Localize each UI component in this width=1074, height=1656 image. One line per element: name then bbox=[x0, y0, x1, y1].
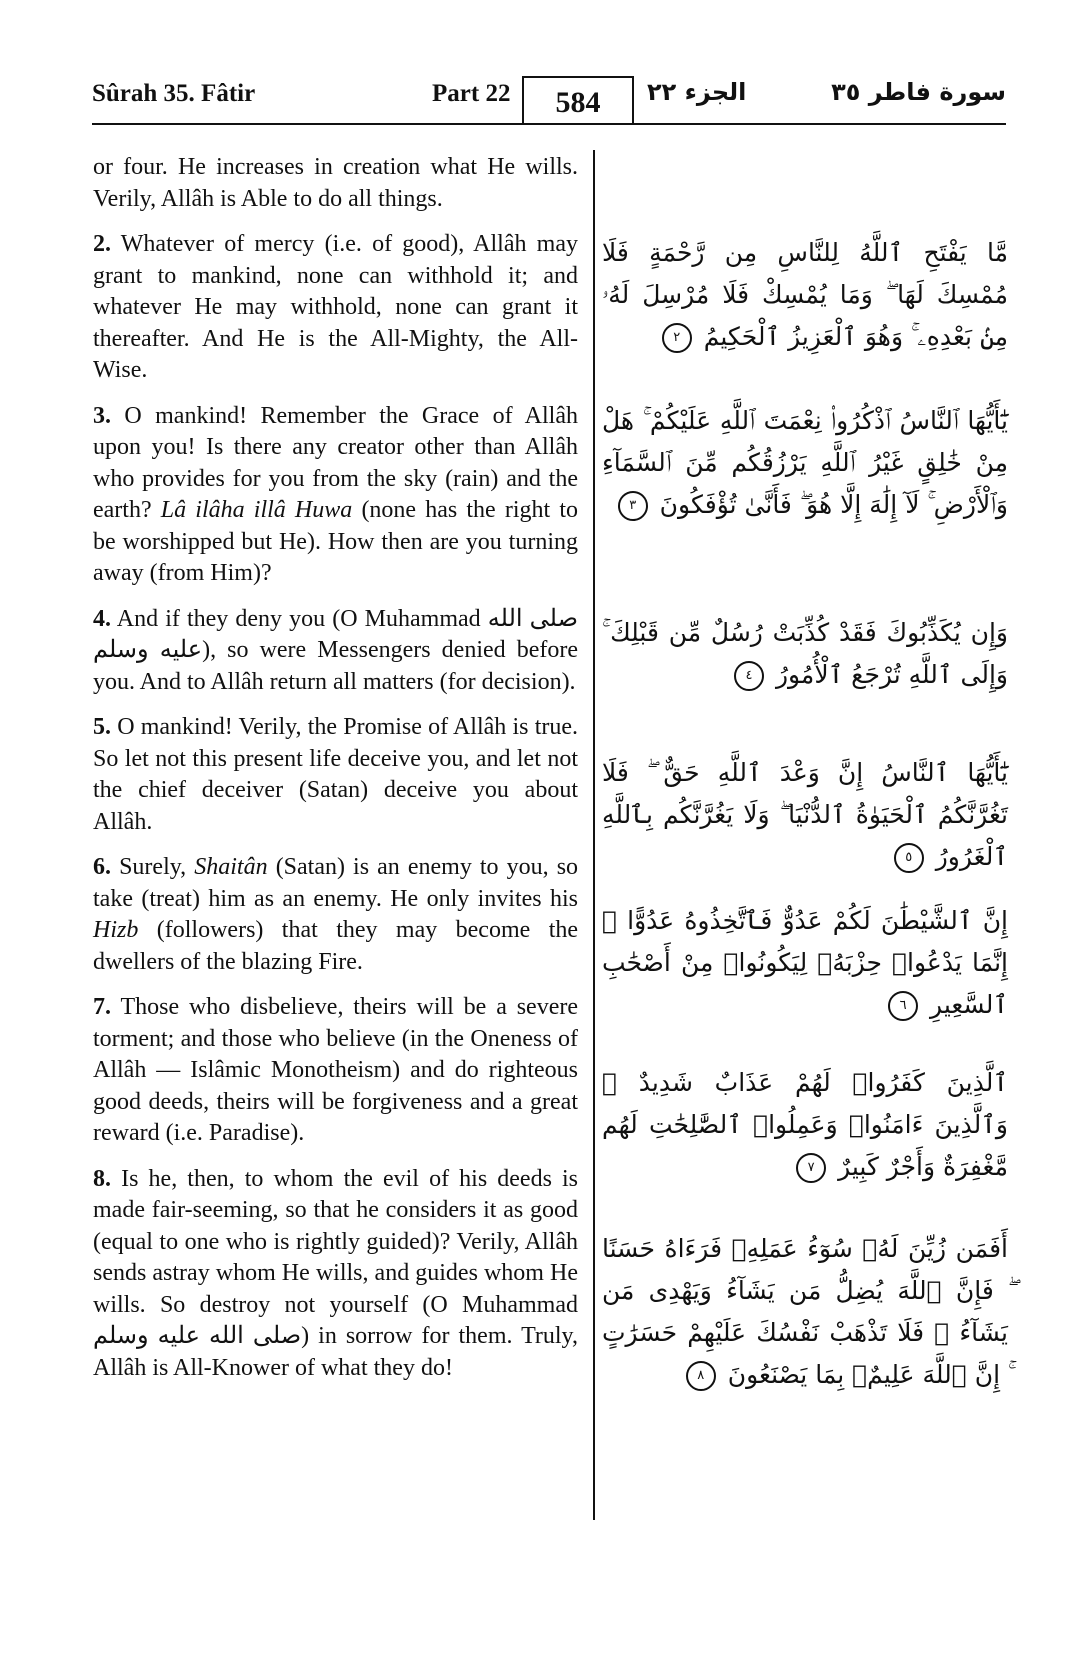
page-header bbox=[92, 76, 1006, 124]
surah-title: Sûrah 35. Fâtir bbox=[92, 80, 256, 107]
surah-title-arabic: سورة فاطر ٣٥ bbox=[831, 78, 1006, 106]
verse-marker-icon: ٣ bbox=[618, 491, 648, 521]
page-number: 584 bbox=[522, 76, 634, 124]
header-rule bbox=[92, 123, 1006, 125]
arabic-verse-3: يَٰٓأَيُّهَا ٱلنَّاسُ ٱذْكُرُوا۟ نِعْمَتَ ٱللَّهِ عَلَيْكُمْ ۚ هَلْ مِنْ خَٰلِقٍ غَيْرُ ٱللَّهِ يَرْزُقُكُم مِّنَ ٱلسَّمَآءِ وَٱلْأَرْضِ ۚ لَآ إِلَٰهَ إِلَّا هُوَ ۖ فَأَنَّىٰ تُؤْفَكُونَ ٣ bbox=[602, 406, 1008, 519]
translation-column bbox=[93, 152, 578, 1384]
juz-label-arabic: الجزء ٢٢ bbox=[647, 78, 747, 106]
paragraph-verse-8: 8. Is he, then, to whom the evil of his deeds is made fair-seeming, so that he considers it as good (equal to one who is rightly guided)? Verily, Allâh sends astray whom He wills, and guides whom He wills. So destroy not yourself (O Muhammad صلى الله عليه وسلم) in sorrow for them. Truly, Allâh is All-Knower of what they do! bbox=[93, 1165, 579, 1381]
column-divider bbox=[593, 150, 595, 1520]
verse-marker-icon: ٦ bbox=[888, 991, 918, 1021]
arabic-verse-7: ٱلَّذِينَ كَفَرُوا۟ لَهُمْ عَذَابٌ شَدِيدٌ ۖ وَٱلَّذِينَ ءَامَنُوا۟ وَعَمِلُوا۟ ٱلصَّٰلِحَٰتِ لَهُم مَّغْفِرَةٌ وَأَجْرٌ كَبِيرٌ ٧ bbox=[602, 1068, 1008, 1181]
verse-marker-icon: ٢ bbox=[662, 323, 692, 353]
paragraph-verse-7: 7. Those who disbelieve, theirs will be a severe torment; and those who believe (in the Oneness of Allâh — Islâmic Monotheism) and do righteous good deeds, theirs will be forgiveness and a great reward (i.e. Paradise). bbox=[93, 994, 578, 1146]
arabic-verse-8: أَفَمَن زُيِّنَ لَهُۥ سُوٓءُ عَمَلِهِۦ فَرَءَاهُ حَسَنًا ۖ فَإِنَّ ٱللَّهَ يُضِلُّ مَن يَشَآءُ وَيَهْدِى مَن يَشَآءُ ۖ فَلَا تَذْهَبْ نَفْسُكَ عَلَيْهِمْ حَسَرَٰتٍ ۚ إِنَّ ٱللَّهَ عَلِيمٌۢ بِمَا يَصْنَعُونَ ٨ bbox=[602, 1234, 1008, 1389]
verse-marker-icon: ٥ bbox=[894, 843, 924, 873]
arabic-verse-2: مَّا يَفْتَحِ ٱللَّهُ لِلنَّاسِ مِن رَّحْمَةٍ فَلَا مُمْسِكَ لَهَا ۖ وَمَا يُمْسِكْ فَلَا مُرْسِلَ لَهُۥ مِنۢ بَعْدِهِۦ ۚ وَهُوَ ٱلْعَزِيزُ ٱلْحَكِيمُ ٢ bbox=[602, 238, 1008, 351]
verse-marker-icon: ٨ bbox=[686, 1361, 716, 1391]
paragraph-verse-5: 5. O mankind! Verily, the Promise of Allâh is true. So let not this present life deceive you, and let not the chief deceiver (Satan) deceive you about Allâh. bbox=[93, 714, 579, 835]
paragraph-verse-2: 2. Whatever of mercy (i.e. of good), Allâh may grant to mankind, none can withhold it; and whatever He may withhold, none can grant it thereafter. And He is the All-Mighty, the All-Wise. bbox=[93, 231, 578, 383]
part-label: Part 22 bbox=[432, 80, 511, 107]
arabic-verse-5: يَٰٓأَيُّهَا ٱلنَّاسُ إِنَّ وَعْدَ ٱللَّهِ حَقٌّ ۖ فَلَا تَغُرَّنَّكُمُ ٱلْحَيَوٰةُ ٱلدُّنْيَا ۖ وَلَا يَغُرَّنَّكُم بِٱللَّهِ ٱلْغَرُورُ ٥ bbox=[602, 758, 1008, 871]
paragraph-verse-4: 4. And if they deny you (O Muhammad صلى الله عليه وسلم), so were Messengers denied before you. And to Allâh return all matters (for decision). bbox=[93, 605, 578, 695]
paragraph-verse-3: 3. O mankind! Remember the Grace of Allâh upon you! Is there any creator other than Allâh who provides for you from the sky (rain) and the earth? Lâ ilâha illâ Huwa (none has the right to be worshipped but He). How then are you turning away (from Him)? bbox=[93, 402, 579, 586]
verse-marker-icon: ٤ bbox=[734, 661, 764, 691]
paragraph-verse-6: 6. Surely, Shaitân (Satan) is an enemy to you, so take (treat) him as an enemy. He only invites his Hizb (followers) that they may become the dwellers of the blazing Fire. bbox=[93, 854, 579, 975]
arabic-verse-4: وَإِن يُكَذِّبُوكَ فَقَدْ كُذِّبَتْ رُسُلٌ مِّن قَبْلِكَ ۚ وَإِلَى ٱللَّهِ تُرْجَعُ ٱلْأُمُورُ ٤ bbox=[602, 618, 1008, 689]
verse-marker-icon: ٧ bbox=[796, 1153, 826, 1183]
arabic-verse-6: إِنَّ ٱلشَّيْطَٰنَ لَكُمْ عَدُوٌّ فَٱتَّخِذُوهُ عَدُوًّا ۚ إِنَّمَا يَدْعُوا۟ حِزْبَهُۥ لِيَكُونُوا۟ مِنْ أَصْحَٰبِ ٱلسَّعِيرِ ٦ bbox=[602, 906, 1008, 1019]
paragraph-continuation: or four. He increases in creation what He wills. Verily, Allâh is Able to do all things. bbox=[93, 154, 578, 212]
